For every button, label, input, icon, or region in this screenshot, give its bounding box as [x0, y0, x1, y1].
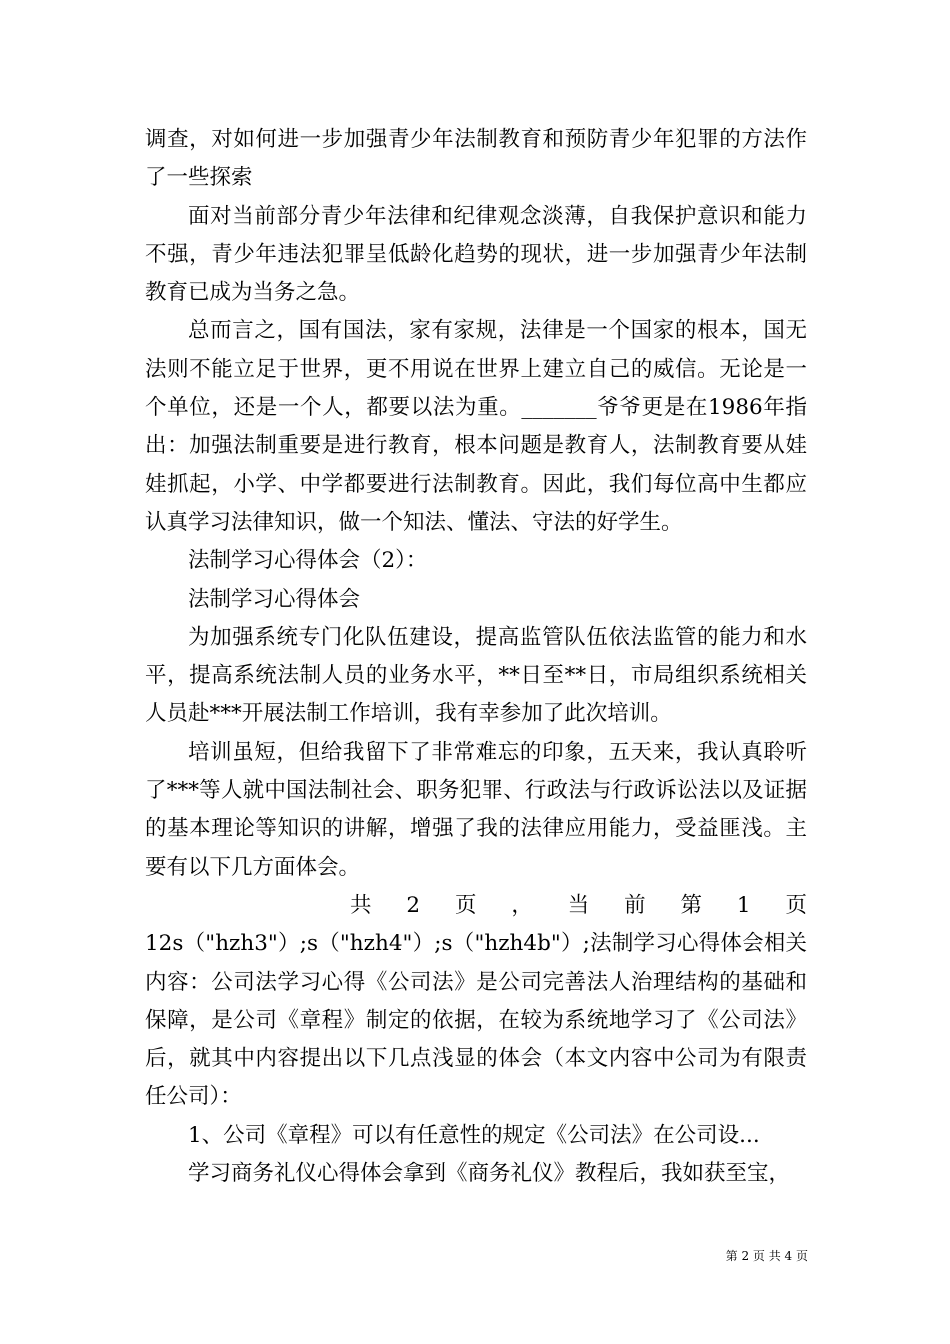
paragraph-7: 1、公司《章程》可以有任意性的规定《公司法》在公司设... — [188, 1122, 760, 1148]
paragraph-2: 面对当前部分青少年法律和纪律观念淡薄，自我保护意识和能力不强，青少年违法犯罪呈低龄化趋势的现状，进一步加强青少年法制教育已成为当务之急。 — [145, 203, 807, 306]
paragraph-4: 为加强系统专门化队伍建设，提高监管队伍依法监管的能力和水平，提高系统法制人员的业务水平，**日至**日，市局组织系统相关人员赴***开展法制工作培训，我有幸参加了此次培训。 — [145, 624, 807, 727]
section-heading: 法制学习心得体会（2）： — [188, 548, 428, 574]
paragraph-8: 学习商务礼仪心得体会拿到《商务礼仪》教程后，我如获至宝， — [188, 1161, 791, 1187]
inline-page-counter: 共 2 页 ， 当 前 第 1 页 — [350, 892, 807, 918]
paragraph-6: 12s（"hzh3"）;s（"hzh4"）;s（"hzh4b"）;法制学习心得体会相关内容：公司法学习心得《公司法》是公司完善法人治理结构的基础和保障，是公司《章程》制定的依据，在较为系统地学习了《公司法》后，就其中内容提出以下几点浅显的体会（本文内容中公司为有限责任公司）： — [145, 931, 807, 1110]
paragraph-3: 总而言之，国有国法，家有家规，法律是一个国家的根本，国无法则不能立足于世界，更不用说在世界上建立自己的威信。无论是一个单位，还是一个人，都要以法为重。_______爷爷更是在1986年指出：加强法制重要是进行教育，根本问题是教育人，法制教育要从娃娃抓起，小学、中学都要进行法制教育。因此，我们每位高中生都应认真学习法律知识，做一个知法、懂法、守法的好学生。 — [145, 318, 807, 535]
paragraph-5: 培训虽短，但给我留下了非常难忘的印象，五天来，我认真聆听了***等人就中国法制社会、职务犯罪、行政法与行政诉讼法以及证据的基本理论等知识的讲解，增强了我的法律应用能力，受益匪浅。主要有以下几方面体会。 — [145, 739, 807, 880]
paragraph-1: 调查，对如何进一步加强青少年法制教育和预防青少年犯罪的方法作了一些探索 — [145, 127, 807, 191]
page-footer: 第 2 页 共 4 页 — [725, 1249, 808, 1263]
document-body — [145, 121, 807, 1193]
section-title: 法制学习心得体会 — [188, 586, 361, 612]
